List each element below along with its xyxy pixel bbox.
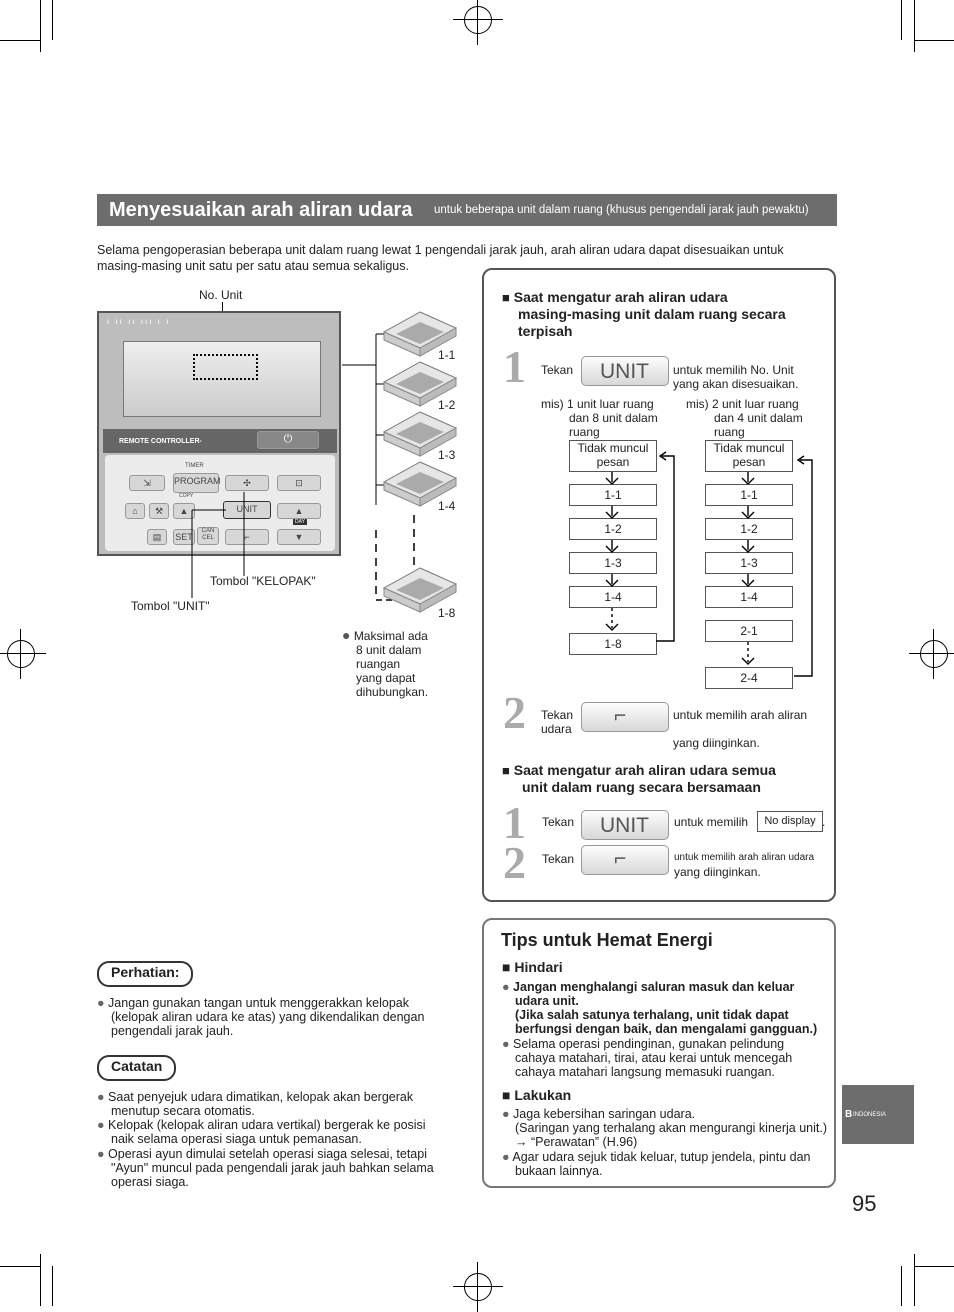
max-units-note: ● Maksimal ada 8 unit dalam ruangan yang dapat dihubungkan.	[342, 627, 429, 699]
unit-button-label: Tombol "UNIT"	[131, 599, 210, 613]
step-number: 2	[503, 837, 526, 888]
page-number: 95	[852, 1191, 877, 1216]
up-button-left[interactable]: ▲	[173, 503, 195, 519]
avoid-item: ● Selama operasi pendinginan, gunakan pelindung cahaya matahari, tirai, atau kerai untuk mencegah cahaya matahari langsung memasuki ruangan.	[502, 1037, 793, 1079]
do-item: ● Jaga kebersihan saringan udara. (Saringan yang terhalang akan mengurangi kinerja unit.) → “Perawatan” (H.96)	[502, 1107, 827, 1149]
day-label: DAY	[295, 519, 305, 525]
section-title: Menyesuaikan arah aliran udara	[109, 199, 413, 221]
step-number: 1	[503, 341, 526, 392]
wrench-button[interactable]: ⚒	[149, 503, 169, 519]
flow-step: 2-1	[705, 620, 793, 642]
intro-text: Selama pengoperasian beberapa unit dalam ruang lewat 1 pengendali jarak jauh, arah aliran udara dapat disesuaikan untuk masing-masing unit satu per satu atau semua sekaligus.	[97, 243, 784, 273]
unit-button-graphic[interactable]: UNIT	[581, 356, 669, 386]
do-item: ● Agar udara sejuk tidak keluar, tutup jendela, pintu dan bukaan lainnya.	[502, 1150, 811, 1178]
flow-step: 1-1	[705, 484, 793, 506]
registration-mark	[7, 640, 35, 668]
flow-step: 1-4	[569, 586, 657, 608]
down-button[interactable]: ▼	[277, 529, 321, 545]
flow-step: 1-2	[705, 518, 793, 540]
step-number: 1	[503, 797, 526, 848]
crop-mark	[901, 1266, 902, 1306]
remote-brand: REMOTE CONTROLLER-	[119, 438, 202, 445]
flow-step: 2-4	[705, 667, 793, 689]
home-button[interactable]: ⌂	[125, 503, 145, 519]
press-label: Tekan	[542, 852, 575, 866]
do-heading: ■ Lakukan	[502, 1087, 572, 1103]
flow-step: 1-2	[569, 518, 657, 540]
notes-label: Catatan	[97, 1055, 176, 1081]
unit-button-graphic[interactable]: UNIT	[581, 810, 669, 840]
press-label: Tekan	[542, 815, 575, 829]
section-title-bar	[97, 194, 837, 226]
power-button[interactable]: ⏻	[257, 431, 319, 449]
crop-mark	[40, 0, 41, 52]
example-2: mis) 2 unit luar ruang dan 4 unit dalam ruang	[686, 397, 803, 439]
example-1: mis) 1 unit luar ruang dan 8 unit dalam ruang	[541, 397, 658, 439]
flow-step: 1-8	[569, 633, 657, 655]
bullet: ●	[342, 627, 351, 643]
select-label: untuk memilih	[674, 815, 749, 829]
step2-description: yang diinginkan.	[674, 865, 761, 879]
louver-button-graphic[interactable]	[581, 845, 669, 875]
step2-description: untuk memilih arah aliran udara	[674, 852, 815, 863]
note-item: ● Operasi ayun dimulai setelah operasi siaga selesai, tetapi "Ayun" muncul pada pengendali jarak jauh bahkan selama operasi siaga.	[97, 1147, 434, 1189]
flow-no-message: Tidak muncul pesan	[705, 440, 793, 472]
flow-step: 1-3	[569, 552, 657, 574]
step2-description: untuk memilih arah aliran	[673, 708, 808, 722]
menu-button[interactable]: ▤	[147, 529, 167, 545]
copy-label: COPY	[179, 493, 194, 499]
crop-mark	[0, 40, 40, 41]
attention-item: ● Jangan gunakan tangan untuk menggerakkan kelopak (kelopak aliran udara ke atas) yang dikendalikan dengan pengendali jarak jauh.	[97, 996, 425, 1038]
program-button[interactable]: PROGRAM	[173, 473, 219, 493]
crop-mark	[901, 0, 902, 40]
separate-heading: ■ Saat mengatur arah aliran udara masing-masing unit dalam ruang secara terpisah	[502, 289, 786, 339]
section-subtitle: untuk beberapa unit dalam ruang (khusus pengendali jarak jauh pewaktu)	[434, 204, 809, 216]
step2-description: yang diinginkan.	[673, 736, 760, 750]
crop-mark	[0, 1266, 40, 1267]
cancel-button[interactable]: CAN CEL	[197, 527, 219, 545]
language-tab: B INDONESIA	[842, 1085, 914, 1144]
note-item: ● Kelopak (kelopak aliran udara vertikal) bergerak ke posisi naik selama operasi siaga untuk pemanasan.	[97, 1118, 426, 1146]
crop-mark	[914, 1266, 954, 1267]
unit-label: 1-4	[438, 499, 456, 513]
flow-step: 1-4	[705, 586, 793, 608]
louver-button[interactable]: ⌐	[225, 529, 269, 545]
remote-controller: ı ıı ıı ııı ı ı REMOTE CONTROLLER- ⏻ TIMER ⇲ PROGRAM ✣ ⊡ COPY ⌂ ⚒ ▲ UNIT ▲ DAY ▤ SET CAN CEL ⌐ ▼	[97, 311, 341, 556]
up-button-right[interactable]: ▲	[277, 503, 321, 519]
avoid-item: ● Jangan menghalangi saluran masuk dan keluar udara unit. (Jika salah satunya terhalang, unit tidak dapat berfungsi dengan baik, dan mengalami gangguan.)	[502, 980, 818, 1036]
mode-button[interactable]: ⇲	[129, 475, 165, 491]
crop-mark	[914, 0, 915, 52]
registration-mark	[920, 640, 948, 668]
note-item: ● Saat penyejuk udara dimatikan, kelopak akan bergerak menutup secara otomatis.	[97, 1090, 414, 1118]
flow-no-message: Tidak muncul pesan	[569, 440, 657, 472]
avoid-heading: ■ Hindari	[502, 959, 563, 975]
press-label: Tekan	[541, 363, 574, 377]
louver-icon: ⌐	[614, 704, 627, 727]
period: .	[822, 815, 826, 829]
louver-button-graphic[interactable]	[581, 702, 669, 732]
no-display-box: No display	[757, 811, 823, 832]
set-button[interactable]: SET	[173, 529, 195, 545]
registration-mark	[464, 1273, 492, 1301]
flow-step: 1-1	[569, 484, 657, 506]
step-number: 2	[503, 687, 526, 738]
unit-label: 1-2	[438, 398, 456, 412]
tips-title: Tips untuk Hemat Energi	[501, 930, 713, 950]
press-label: Tekan udara	[541, 708, 574, 736]
timer-label: TIMER	[185, 463, 204, 469]
unit-label: 1-3	[438, 448, 456, 462]
fan-button[interactable]: ✣	[225, 475, 269, 491]
crop-mark	[914, 1254, 915, 1306]
step1-description: untuk memilih No. Unit yang akan disesuaikan.	[673, 363, 799, 391]
flow-step: 1-3	[705, 552, 793, 574]
louver-icon: ⌐	[614, 847, 627, 870]
louver-button-label: Tombol "KELOPAK"	[210, 574, 316, 588]
crop-mark	[914, 40, 954, 41]
crop-mark	[40, 1254, 41, 1306]
display-button[interactable]: ⊡	[277, 475, 321, 491]
unit-label: 1-1	[438, 348, 456, 362]
all-units-heading: ■ Saat mengatur arah aliran udara semua unit dalam ruang secara bersamaan	[502, 762, 776, 795]
flow-arrows	[560, 440, 820, 690]
crop-mark	[52, 1266, 53, 1306]
registration-mark	[464, 6, 492, 34]
crop-mark	[52, 0, 53, 40]
unit-label: 1-8	[438, 606, 456, 620]
unit-button[interactable]: UNIT	[223, 501, 271, 519]
attention-label: Perhatian:	[97, 961, 193, 987]
no-unit-label: No. Unit	[199, 288, 243, 302]
